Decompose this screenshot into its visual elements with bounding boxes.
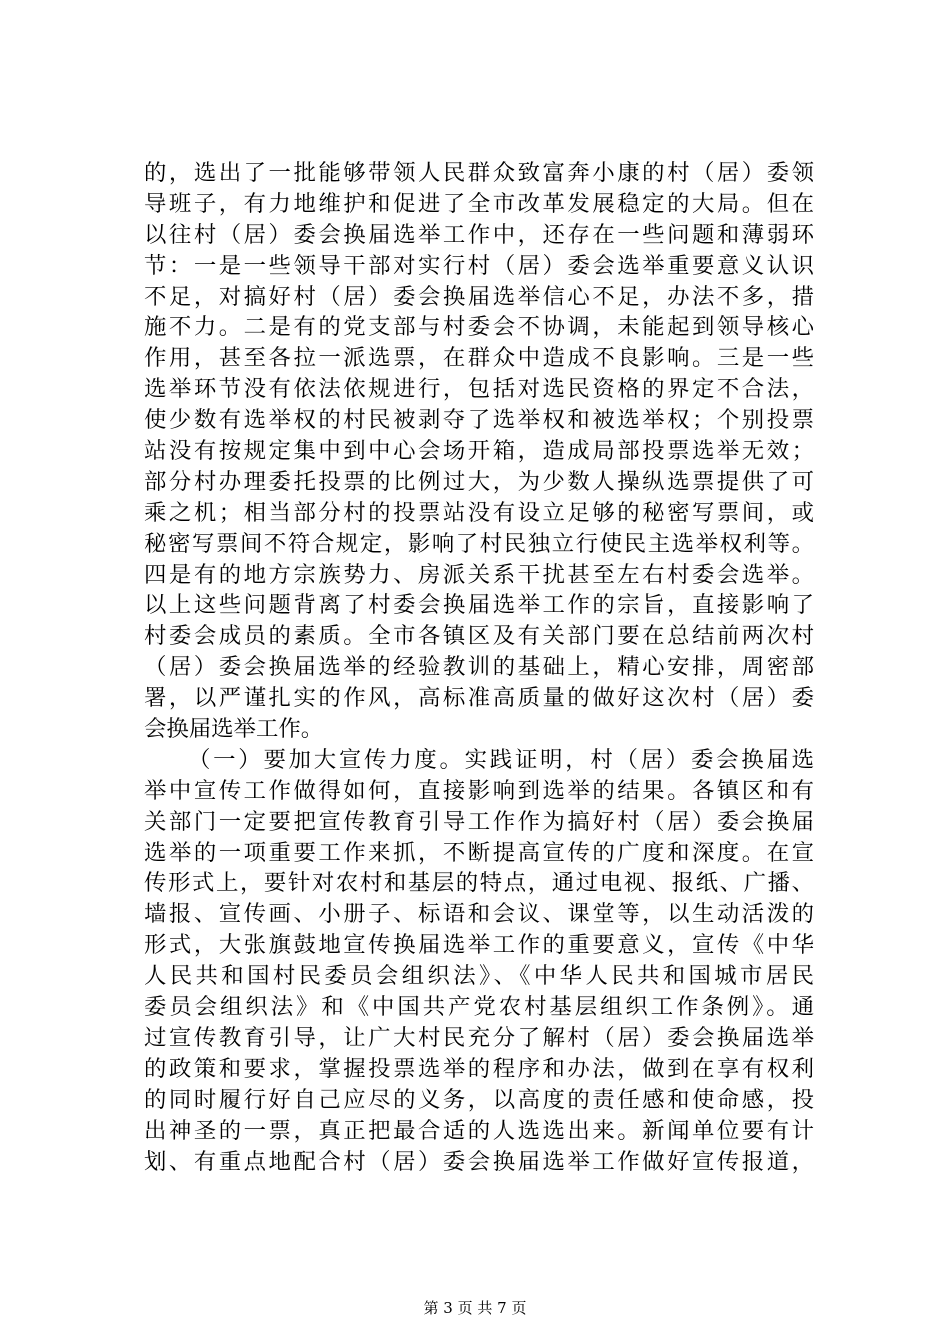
text-line: 出神圣的一票，真正把最合适的人选选出来。新闻单位要有计 (144, 1117, 814, 1144)
text-line: 过宣传教育引导，让广大村民充分了解村（居）委会换届选举 (144, 1024, 814, 1051)
text-line: 秘密写票间不符合规定，影响了村民独立行使民主选举权利等。 (144, 530, 814, 557)
text-line: 的，选出了一批能够带领人民群众致富奔小康的村（居）委领 (144, 160, 814, 186)
page-number-footer: 第 3 页 共 7 页 (423, 1299, 527, 1317)
text-line: 划、有重点地配合村（居）委会换届选举工作做好宣传报道， (144, 1148, 814, 1175)
text-line: 作用，甚至各拉一派选票，在群众中造成不良影响。三是一些 (144, 345, 814, 372)
text-line: 委员会组织法》和《中国共产党农村基层组织工作条例》。通 (144, 994, 814, 1021)
section-heading-line: （一）要加大宣传力度。实践证明，村（居）委会换届选 (188, 746, 814, 773)
text-line: 以往村（居）委会换届选举工作中，还存在一些问题和薄弱环 (144, 221, 814, 248)
text-line: 关部门一定要把宣传教育引导工作作为搞好村（居）委会换届 (144, 808, 814, 835)
text-line: 会换届选举工作。 (144, 716, 324, 743)
text-line: 部分村办理委托投票的比例过大，为少数人操纵选票提供了可 (144, 468, 814, 495)
text-line: 导班子，有力地维护和促进了全市改革发展稳定的大局。但在 (144, 190, 814, 217)
text-line: （居）委会换届选举的经验教训的基础上，精心安排，周密部 (144, 654, 814, 681)
text-line: 墙报、宣传画、小册子、标语和会议、课堂等，以生动活泼的 (144, 901, 814, 928)
text-line: 选举的一项重要工作来抓，不断提高宣传的广度和深度。在宣 (144, 839, 814, 866)
text-line: 以上这些问题背离了村委会换届选举工作的宗旨，直接影响了 (144, 592, 814, 619)
text-line: 站没有按规定集中到中心会场开箱，造成局部投票选举无效； (144, 438, 814, 465)
text-line: 的同时履行好自己应尽的义务，以高度的责任感和使命感，投 (144, 1086, 814, 1113)
text-line: 署，以严谨扎实的作风，高标准高质量的做好这次村（居）委 (144, 685, 814, 712)
text-line: 的政策和要求，掌握投票选举的程序和办法，做到在享有权利 (144, 1055, 814, 1082)
text-line: 村委会成员的素质。全市各镇区及有关部门要在总结前两次村 (144, 623, 814, 650)
body-text (144, 158, 814, 1177)
text-line: 传形式上，要针对农村和基层的特点，通过电视、报纸、广播、 (144, 870, 814, 897)
text-line: 节：一是一些领导干部对实行村（居）委会选举重要意义认识 (144, 252, 814, 279)
text-line: 人民共和国村民委员会组织法》、《中华人民共和国城市居民 (144, 963, 814, 990)
text-line: 四是有的地方宗族势力、房派关系干扰甚至左右村委会选举。 (144, 561, 814, 588)
text-line: 施不力。二是有的党支部与村委会不协调，未能起到领导核心 (144, 314, 814, 341)
text-line: 乘之机；相当部分村的投票站没有设立足够的秘密写票间，或 (144, 499, 814, 526)
text-line: 选举环节没有依法依规进行，包括对选民资格的界定不合法， (144, 376, 814, 403)
text-line: 不足，对搞好村（居）委会换届选举信心不足，办法不多，措 (144, 283, 814, 310)
text-line: 形式，大张旗鼓地宣传换届选举工作的重要意义，宣传《中华 (144, 932, 814, 959)
text-line: 举中宣传工作做得如何，直接影响到选举的结果。各镇区和有 (144, 777, 814, 804)
text-line: 使少数有选举权的村民被剥夺了选举权和被选举权；个别投票 (144, 407, 814, 434)
